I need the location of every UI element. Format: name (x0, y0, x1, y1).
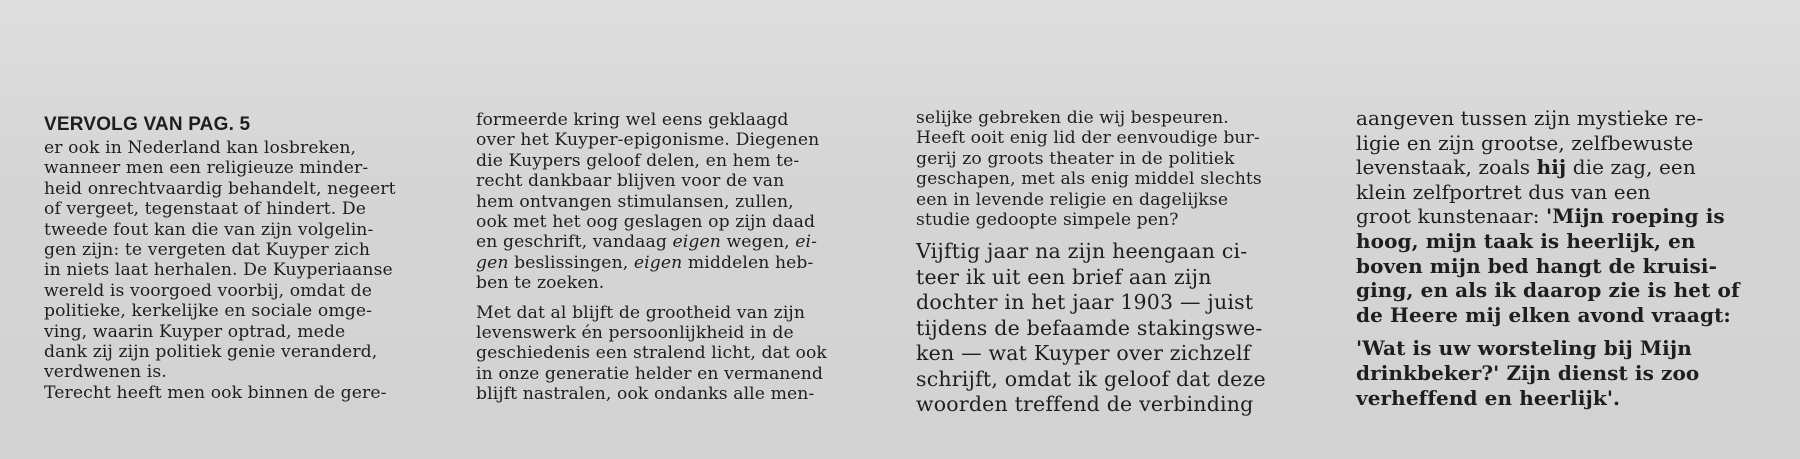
text-line: teer ik uit een brief aan zijn (916, 264, 1212, 289)
text-line: heid onrechtvaardig behandelt, negeert (44, 178, 396, 199)
column-3 (916, 108, 1330, 418)
italic-text: ei- (795, 232, 818, 253)
text-run: middelen heb- (682, 252, 814, 273)
paragraph-gap (916, 230, 1330, 239)
text-line: dank zij zijn politiek genie veranderd, (44, 342, 378, 363)
text-line: selijke gebreken die wij bespeuren. (916, 108, 1229, 128)
text-run: levenstaak, zoals (1356, 155, 1537, 180)
text-line: Met dat al blijft de grootheid van zijn (476, 302, 806, 323)
text-line: verdwenen is. (44, 362, 167, 383)
text-line (1356, 204, 1776, 229)
text-line: wanneer men een religieuze minder- (44, 158, 369, 179)
text-line (476, 232, 888, 252)
text-line: over het Kuyper-epigonisme. Diegenen (476, 130, 820, 151)
text-line: in niets laat herhalen. De Kuyperiaanse (44, 260, 393, 281)
quote-line: de Heere mij elken avond vraagt: (1356, 302, 1731, 327)
text-line: aangeven tussen zijn mystieke re- (1356, 106, 1704, 130)
column-1-text (44, 138, 446, 403)
quote-line: drinkbeker?' Zijn dienst is zoo (1356, 360, 1700, 385)
text-line: woorden treffend de verbinding (916, 392, 1254, 417)
text-line: Vijftig jaar na zijn heengaan ci- (916, 239, 1248, 264)
text-run: die zag, een (1566, 155, 1696, 180)
quote-line: boven mijn bed hangt de kruisi- (1356, 253, 1718, 278)
text-line: tijdens de befaamde stakingswe- (916, 315, 1263, 340)
text-line: Terecht heeft men ook binnen de gere- (44, 382, 387, 403)
text-line: Heeft ooit enig lid der eenvoudige bur- (916, 128, 1260, 149)
quote-line: ging, en als ik daarop zie is het of (1356, 278, 1740, 303)
paragraph-gap (476, 294, 888, 303)
text-line: schrijft, omdat ik geloof dat deze (916, 366, 1266, 391)
quote-line: 'Wat is uw worsteling bij Mijn (1356, 336, 1692, 361)
text-line: die Kuypers geloof delen, en hem te- (476, 150, 800, 171)
text-run: wegen, (720, 232, 796, 253)
column-4 (1356, 106, 1776, 410)
italic-text: eigen (633, 252, 683, 273)
quote-line: hoog, mijn taak is heerlijk, en (1356, 228, 1696, 253)
text-run: groot kunstenaar: (1356, 204, 1547, 229)
text-line: een in levende religie en dagelijkse (916, 189, 1229, 210)
column-1 (44, 108, 446, 403)
text-line: politieke, kerkelijke en sociale omge- (44, 301, 372, 322)
text-line: gen zijn: te vergeten dat Kuyper zich (44, 240, 370, 261)
text-line: ook met het oog geslagen op zijn daad (476, 212, 816, 233)
text-line: tweede fout kan die van zijn volgelin- (44, 219, 374, 240)
text-line (1356, 155, 1776, 180)
text-line: ken — wat Kuyper over zichzelf (916, 341, 1251, 366)
text-line: geschiedenis een stralend licht, dat ook (476, 343, 827, 364)
text-line: geschapen, met als enig middel slechts (916, 169, 1262, 190)
text-line: er ook in Nederland kan losbreken, (44, 138, 357, 158)
text-line: levenswerk én persoonlijkheid in de (476, 323, 794, 344)
text-run: en geschrift, vandaag (476, 232, 673, 253)
text-line (476, 253, 888, 273)
text-line: hem ontvangen stimulansen, zullen, (476, 191, 794, 212)
text-line: ligie en zijn grootse, zelfbewuste (1356, 130, 1694, 155)
text-line: blijft nastralen, ook ondanks alle men- (476, 384, 815, 405)
text-line: studie gedoopte simpele pen? (916, 210, 1179, 231)
italic-text: gen (476, 252, 509, 273)
text-line: of vergeet, tegenstaat of hindert. De (44, 199, 367, 220)
column-3-large-paragraph (916, 239, 1330, 418)
bold-text: 'Mijn roeping is (1546, 204, 1725, 229)
text-line: wereld is voorgoed voorbij, omdat de (44, 280, 373, 301)
text-line: ving, waarin Kuyper optrad, mede (44, 321, 346, 342)
continuation-heading: VERVOLG VAN PAG. 5 (44, 114, 251, 135)
quote-line: verheffend en heerlijk'. (1356, 385, 1621, 410)
text-line: ben te zoeken. (476, 273, 605, 294)
text-run: beslissingen, (508, 252, 634, 273)
text-line: gerij zo groots theater in de politiek (916, 148, 1235, 169)
italic-text: eigen (672, 232, 721, 253)
text-line: klein zelfportret dus van een (1356, 179, 1651, 204)
text-line: dochter in het jaar 1903 — juist (916, 290, 1254, 315)
text-line: in onze generatie helder en vermanend (476, 363, 824, 384)
bold-text: hij (1536, 155, 1567, 180)
column-2 (476, 110, 888, 405)
text-line: formeerde kring wel eens geklaagd (476, 110, 789, 130)
paragraph-gap (1356, 327, 1776, 336)
text-line: recht dankbaar blijven voor de van (476, 171, 785, 192)
